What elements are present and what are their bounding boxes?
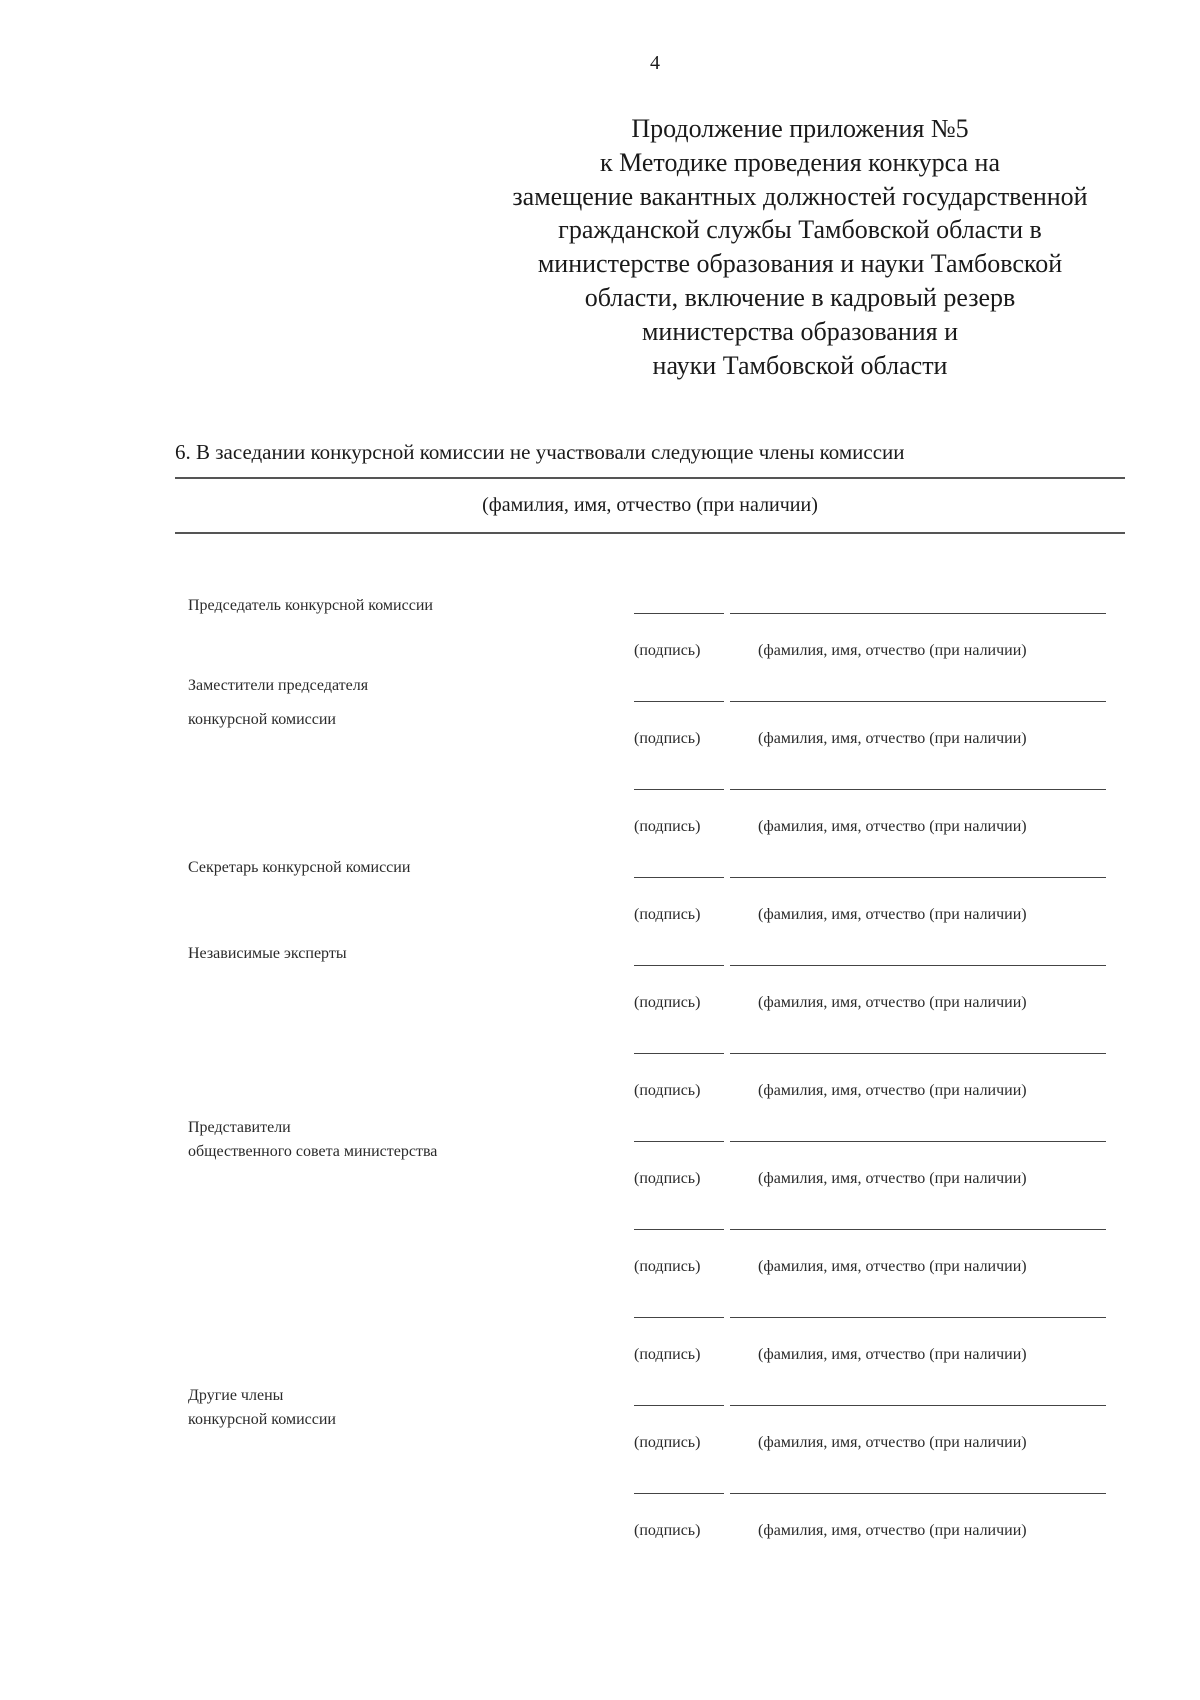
- role-other-members-line: конкурсной комиссии: [188, 1411, 336, 1428]
- name-line[interactable]: [730, 1141, 1106, 1142]
- signature-line[interactable]: [634, 789, 724, 790]
- signature-line[interactable]: [634, 1405, 724, 1406]
- signature-caption: (подпись): [634, 994, 701, 1011]
- role-other-members: [188, 1384, 336, 1432]
- appendix-header-line: замещение вакантных должностей государственной: [512, 181, 1088, 211]
- signature-caption: (подпись): [634, 642, 701, 659]
- signature-line[interactable]: [634, 1053, 724, 1054]
- role-deputies-line: Заместители председателя: [188, 677, 369, 694]
- name-line[interactable]: [730, 1053, 1106, 1054]
- role-public-council-line: Представители: [188, 1119, 291, 1136]
- name-caption: (фамилия, имя, отчество (при наличии): [758, 1434, 1027, 1451]
- name-line[interactable]: [730, 1493, 1106, 1494]
- name-caption: (фамилия, имя, отчество (при наличии): [758, 1170, 1027, 1187]
- name-caption: (фамилия, имя, отчество (при наличии): [758, 1258, 1027, 1275]
- role-public-council-line: общественного совета министерства: [188, 1143, 438, 1160]
- name-caption: (фамилия, имя, отчество (при наличии): [758, 994, 1027, 1011]
- name-caption: (фамилия, имя, отчество (при наличии): [758, 1082, 1027, 1099]
- name-line[interactable]: [730, 613, 1106, 614]
- role-deputies-line: конкурсной комиссии: [188, 711, 336, 728]
- appendix-header-line: министерства образования и: [641, 316, 959, 346]
- signature-caption: (подпись): [634, 906, 701, 923]
- signature-caption: (подпись): [634, 1258, 701, 1275]
- appendix-header-line: гражданской службы Тамбовской области в: [558, 215, 1042, 245]
- name-caption: (фамилия, имя, отчество (при наличии): [758, 1522, 1027, 1539]
- section-rule-bottom: [175, 532, 1125, 534]
- signature-line[interactable]: [634, 701, 724, 702]
- role-public-council: [188, 1116, 437, 1164]
- appendix-header-line: Продолжение приложения №5: [631, 114, 969, 143]
- signature-line[interactable]: [634, 965, 724, 966]
- appendix-header: [480, 112, 1120, 382]
- name-line[interactable]: [730, 789, 1106, 790]
- section-heading: 6. В заседании конкурсной комиссии не участвовали следующие члены комиссии: [175, 440, 905, 464]
- section-caption: (фамилия, имя, отчество (при наличии): [482, 494, 818, 516]
- name-line[interactable]: [730, 1405, 1106, 1406]
- signature-caption: (подпись): [634, 1082, 701, 1099]
- appendix-header-line: науки Тамбовской области: [652, 350, 948, 380]
- name-caption: (фамилия, имя, отчество (при наличии): [758, 818, 1027, 835]
- signature-line[interactable]: [634, 877, 724, 878]
- appendix-header-line: министерстве образования и науки Тамбовской: [537, 249, 1063, 279]
- signature-caption: (подпись): [634, 1522, 701, 1539]
- name-line[interactable]: [730, 877, 1106, 878]
- name-line[interactable]: [730, 701, 1106, 702]
- role-other-members-line: Другие члены: [188, 1387, 284, 1404]
- signature-line[interactable]: [634, 1317, 724, 1318]
- name-caption: (фамилия, имя, отчество (при наличии): [758, 1346, 1027, 1363]
- name-caption: (фамилия, имя, отчество (при наличии): [758, 906, 1027, 923]
- signature-line[interactable]: [634, 613, 724, 614]
- name-line[interactable]: [730, 1229, 1106, 1230]
- signature-caption: (подпись): [634, 730, 701, 747]
- section-rule-top: [175, 477, 1125, 479]
- signature-caption: (подпись): [634, 1346, 701, 1363]
- signature-line[interactable]: [634, 1229, 724, 1230]
- appendix-header-line: к Методике проведения конкурса на: [599, 147, 1001, 177]
- signature-caption: (подпись): [634, 1434, 701, 1451]
- name-line[interactable]: [730, 965, 1106, 966]
- signature-line[interactable]: [634, 1493, 724, 1494]
- role-deputies: [188, 669, 368, 737]
- name-caption: (фамилия, имя, отчество (при наличии): [758, 730, 1027, 747]
- signature-caption: (подпись): [634, 1170, 701, 1187]
- role-secretary: Секретарь конкурсной комиссии: [188, 859, 411, 876]
- name-line[interactable]: [730, 1317, 1106, 1318]
- page-number: 4: [650, 52, 660, 74]
- signature-caption: (подпись): [634, 818, 701, 835]
- role-experts: Независимые эксперты: [188, 945, 347, 962]
- name-caption: (фамилия, имя, отчество (при наличии): [758, 642, 1027, 659]
- role-chairman: Председатель конкурсной комиссии: [188, 597, 433, 614]
- appendix-header-line: области, включение в кадровый резерв: [584, 282, 1016, 312]
- signature-line[interactable]: [634, 1141, 724, 1142]
